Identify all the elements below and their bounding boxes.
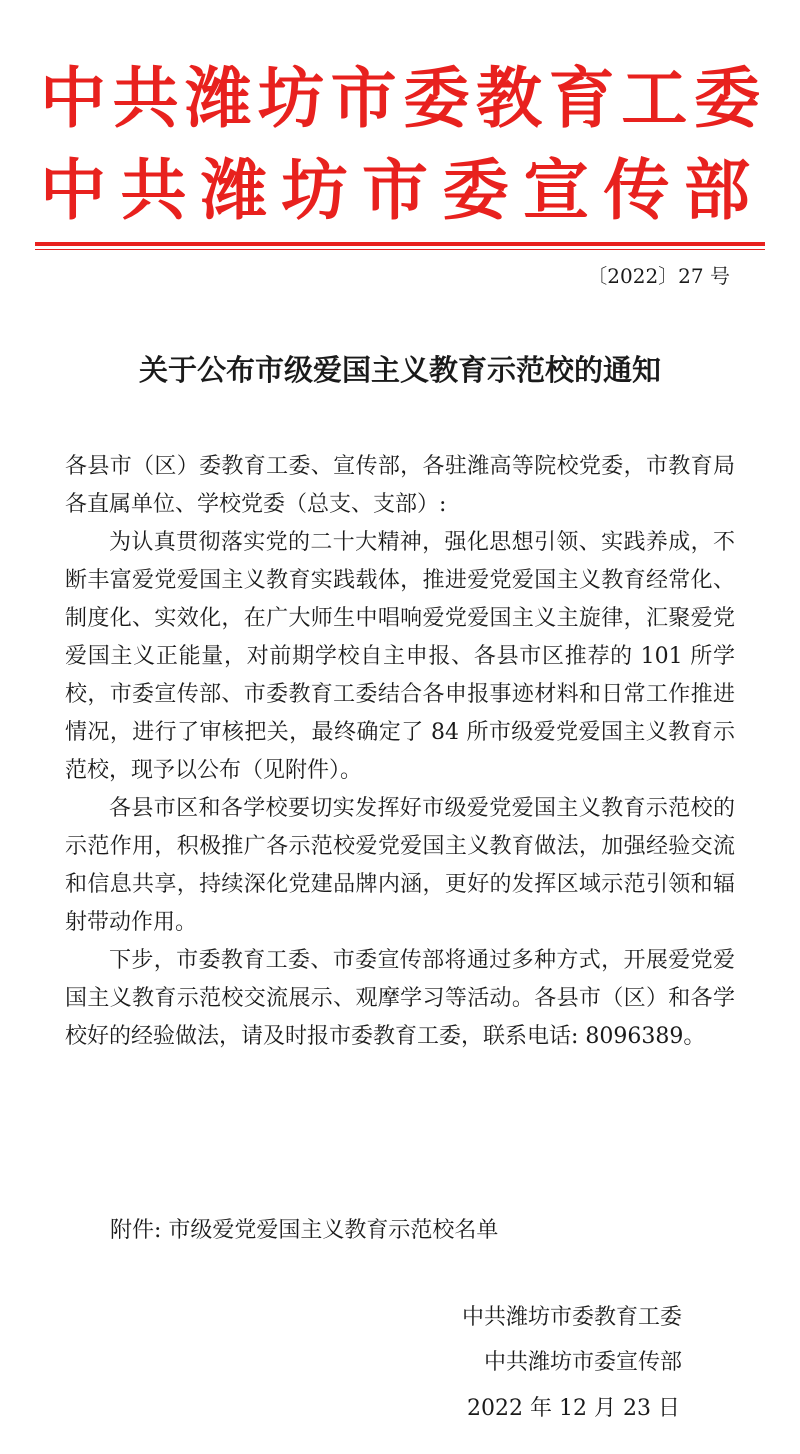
signature-org-1: 中共潍坊市委教育工委 [461,1305,682,1330]
salutation: 各县市（区）委教育工委、宣传部，各驻潍高等院校党委，市教育局各直属单位、学校党委（总支、支部）: [65,454,735,517]
red-divider-thin [35,249,765,250]
document-number: 〔2022〕27 号 [587,264,730,288]
document-body [65,448,735,1056]
attachment-note: 附件: 市级爱党爱国主义教育示范校名单 [110,1218,499,1243]
body-paragraph-1: 为认真贯彻落实党的二十大精神，强化思想引领、实践养成，不断丰富爱党爱国主义教育实践载体，推进爱党爱国主义教育经常化、制度化、实效化，在广大师生中唱响爱党爱国主义主旋律，汇聚爱党爱国主义正能量，对前期学校自主申报、各县市区推荐的 101 所学校，市委宣传部、市委教育工委结合各申报事迹材料和日常工作推进情况，进行了审核把关，最终确定了 84 所市级爱党爱国主义教育示范校，现予以公布（见附件）。 [65,530,735,783]
issuer-name-1: 中共潍坊市委教育工委 [40,60,760,137]
document-title: 关于公布市级爱国主义教育示范校的通知 [138,353,661,387]
red-divider-thick [35,242,765,246]
signature-date: 2022 年 12 月 23 日 [467,1396,680,1421]
body-paragraph-3: 下步，市委教育工委、市委宣传部将通过多种方式，开展爱党爱国主义教育示范校交流展示、观摩学习等活动。各县市（区）和各学校好的经验做法，请及时报市委教育工委，联系电话: 8096389。 [65,948,735,1049]
issuer-name-2: 中共潍坊市委宣传部 [40,152,760,229]
signature-org-2: 中共潍坊市委宣传部 [483,1350,682,1375]
body-paragraph-2: 各县市区和各学校要切实发挥好市级爱党爱国主义教育示范校的示范作用，积极推广各示范校爱党爱国主义教育做法，加强经验交流和信息共享，持续深化党建品牌内涵，更好的发挥区域示范引领和辐射带动作用。 [65,796,735,935]
